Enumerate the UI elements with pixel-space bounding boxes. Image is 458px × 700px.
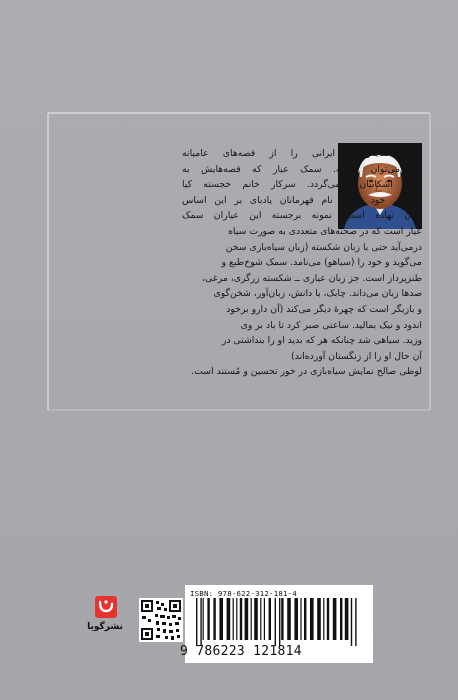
isbn-number: ISBN: 978-622-312-181-4 <box>190 589 297 598</box>
publisher-logo-mark <box>95 596 117 618</box>
blurb-line: سیاه نمایش‌های ایرانی را از قصه‌های عامیانه <box>182 148 422 159</box>
blurb-line: و بازیگر است که چهرهٔ دیگر می‌کند (آن دارو برخود <box>226 303 422 315</box>
publisher-name: نشرگویا <box>87 622 123 632</box>
blurb-intro <box>182 146 422 224</box>
blurb-line: آن حال او را از زنگستان آورده‌اند) <box>291 350 422 362</box>
blurb-line: عیار است که در صحنه‌های متعددی به صورت سیاه <box>228 225 422 237</box>
blurb-line: بنیان نهاده است. نمونه برجسته این عیاران سمک <box>182 210 422 222</box>
blurb-line: نیز می‌توان گرفت. سمک عیار که قصه‌هایش به <box>182 163 422 175</box>
blurb-line: پژوهش خود را به نام قهرمانان یادبای بر این اساس <box>182 194 422 206</box>
blurb-line: می‌گوید و خود را (سیاهو) می‌نامد. سمک شوخ‌طبع و <box>221 257 422 269</box>
blurb-line: وزید. سیاهی شد چنانکه هر که بدید او را بنداشتی در <box>221 335 422 347</box>
blurb-line: دورهٔ اشکانیان برمی‌گردد. سرکار خانم خجسته کیا <box>182 179 422 191</box>
back-cover-blurb <box>88 146 422 380</box>
blurb-body <box>88 224 422 380</box>
blurb-line: طنزپرداز است. جز زبان عیاری ــ شکسته زرگری، مرغی، <box>202 272 422 284</box>
blurb-line: صدها زبان می‌داند. چابک، با دانش، زبان‌آور، شخن‌گوی <box>213 288 422 300</box>
barcode-bars <box>194 598 366 646</box>
blurb-line: درمی‌آید حتی با زبان شکسته (زبان سیاه‌بازی سخن <box>225 241 422 253</box>
blurb-line: اندود و نیک بمالید. ساعتی صبر کرد تا باد بر وی <box>240 319 422 331</box>
blurb-line: لوطی صالح نمایش سیاه‌بازی در خور تحسین و مُستند است. <box>191 366 422 378</box>
barcode-digits: 9 786223 121814 <box>180 644 302 659</box>
publisher-logo <box>84 594 126 656</box>
qr-code <box>139 598 183 642</box>
